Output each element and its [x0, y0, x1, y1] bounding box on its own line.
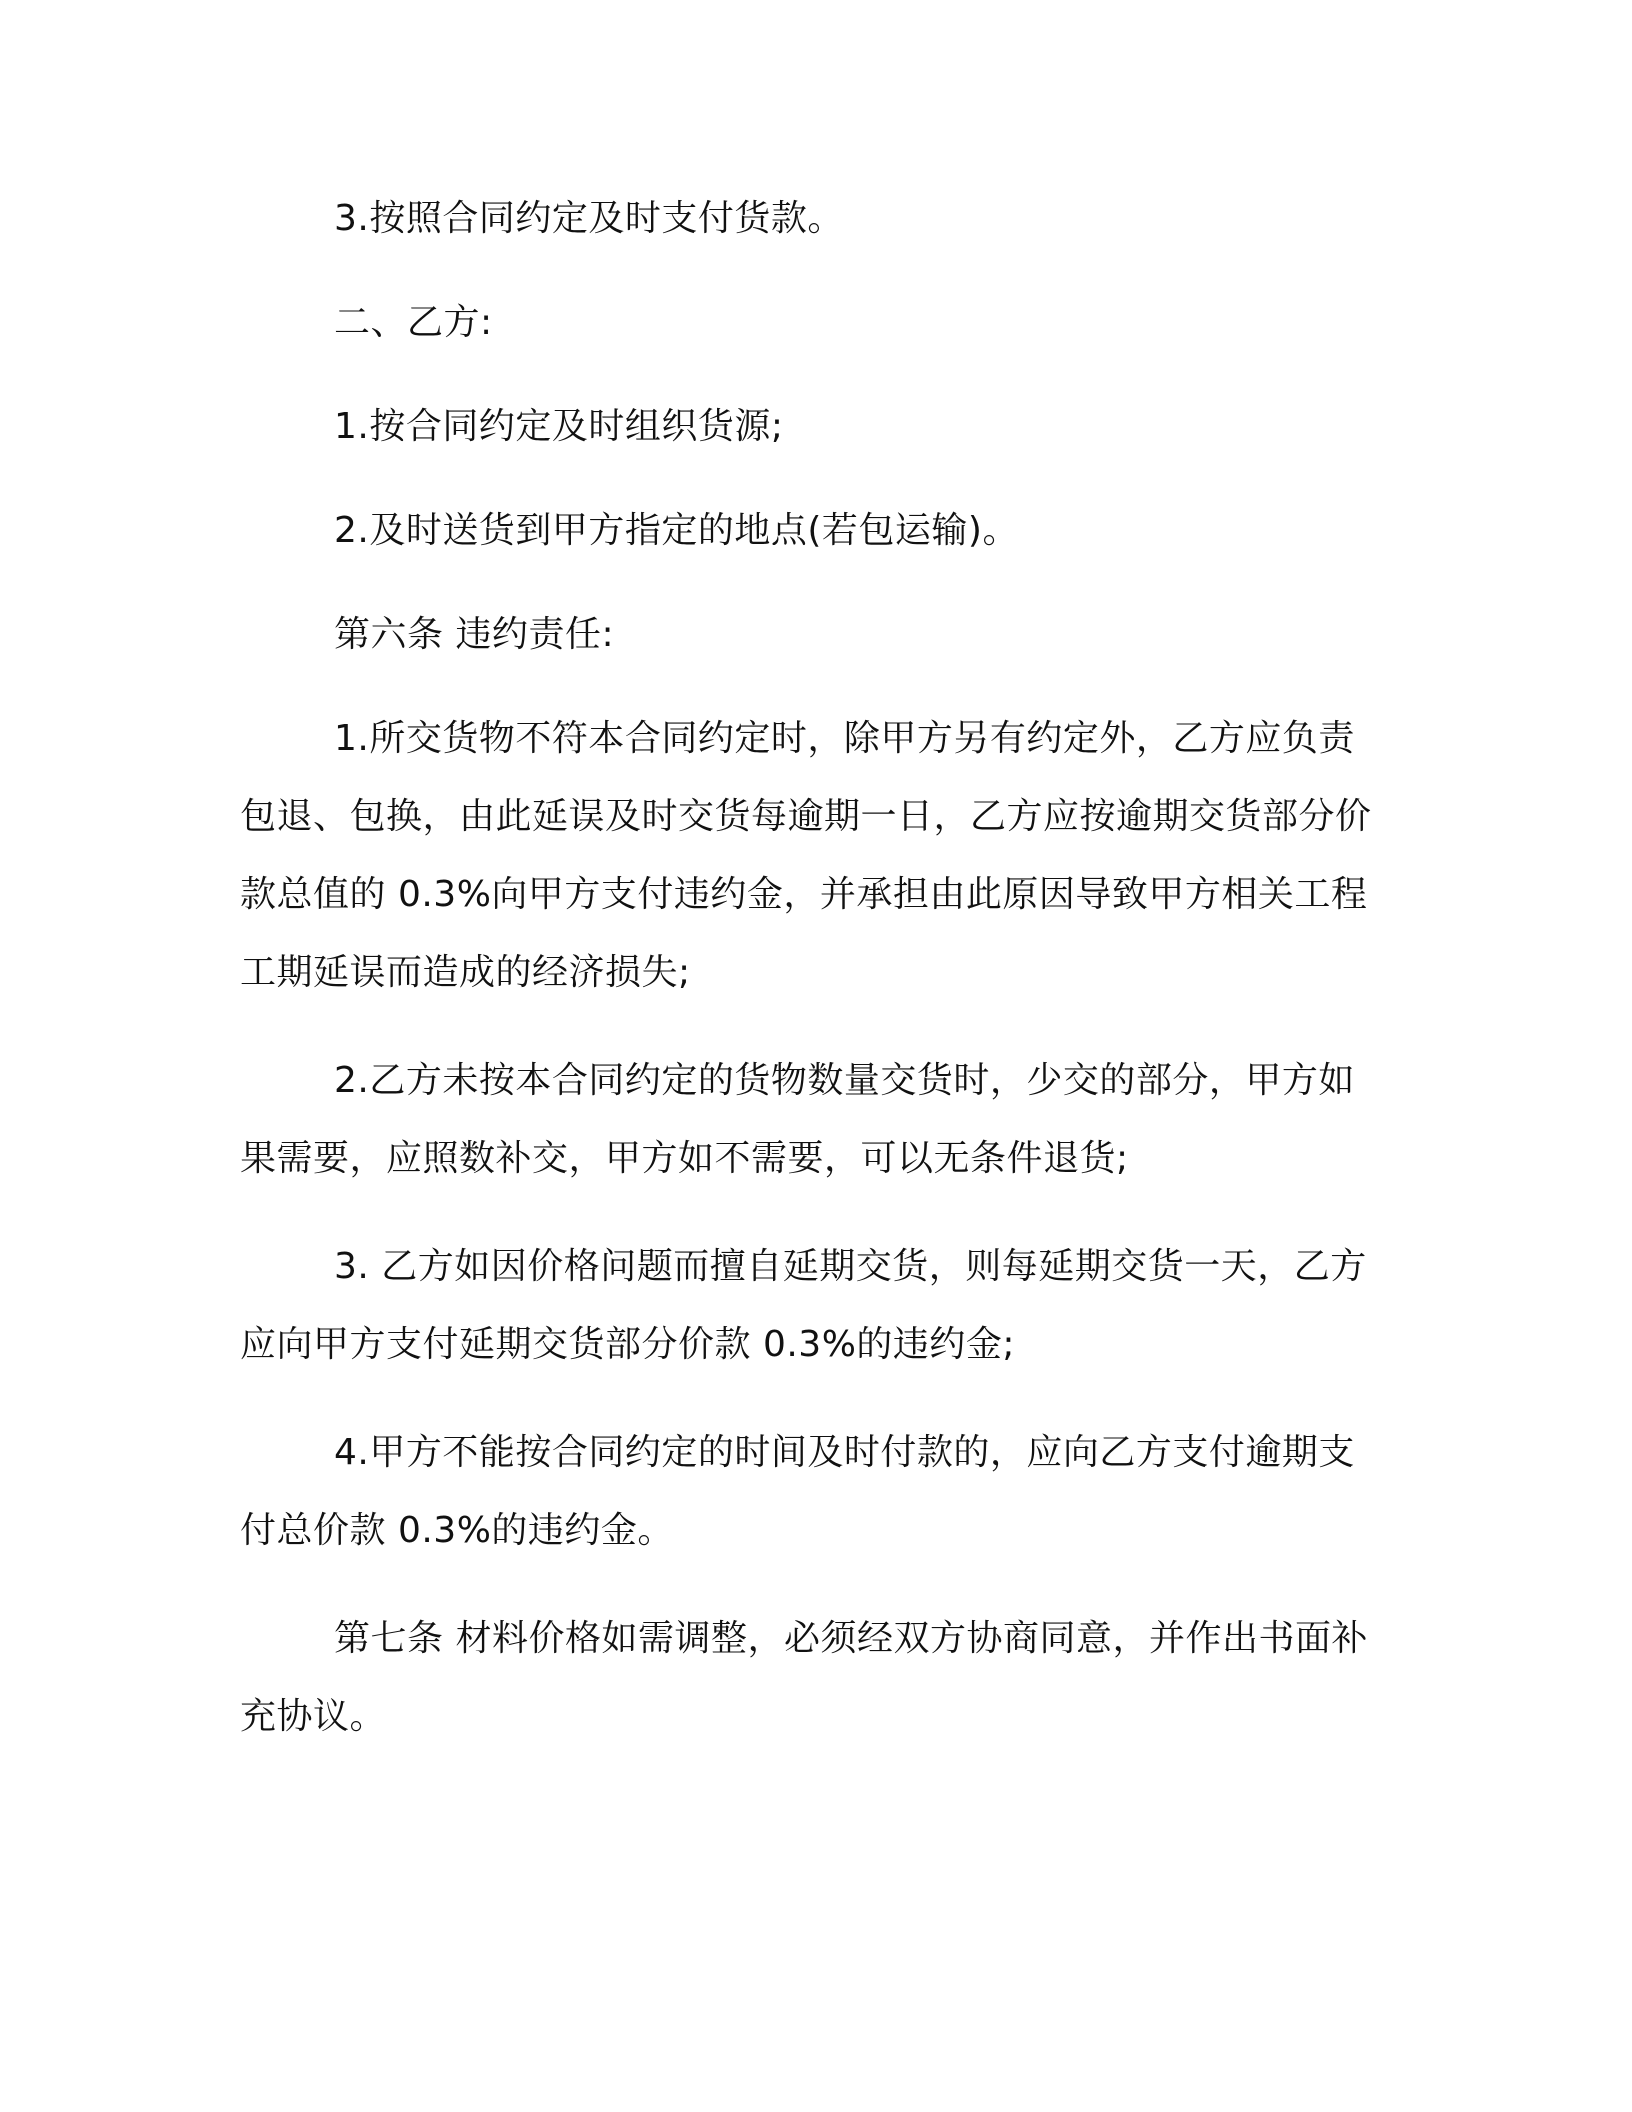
document-body [240, 180, 1390, 1756]
section-heading-party-b: 二、乙方: [334, 302, 493, 343]
paragraph-breach-1: 1.所交货物不符本合同约定时，除甲方另有约定外，乙方应负责包退、包换，由此延误及时交货每逾期一日，乙方应按逾期交货部分价款总值的 0.3%向甲方支付违约金，并承担由此原因导致甲方相关工程工期延误而造成的经济损失; [240, 718, 1372, 993]
paragraph-article-seven: 第七条 材料价格如需调整，必须经双方协商同意，并作出书面补充协议。 [240, 1618, 1368, 1737]
article-heading-breach: 第六条 违约责任: [334, 614, 615, 655]
paragraph-delivery: 2.及时送货到甲方指定的地点(若包运输)。 [334, 510, 1019, 551]
paragraph-payment: 3.按照合同约定及时支付货款。 [334, 198, 844, 239]
paragraph-supply-goods: 1.按合同约定及时组织货源; [334, 406, 784, 447]
paragraph-breach-3: 3. 乙方如因价格问题而擅自延期交货，则每延期交货一天，乙方应向甲方支付延期交货部分价款 0.3%的违约金; [240, 1246, 1367, 1365]
paragraph-breach-2: 2.乙方未按本合同约定的货物数量交货时，少交的部分，甲方如果需要，应照数补交，甲方如不需要，可以无条件退货; [240, 1060, 1355, 1179]
paragraph-breach-4: 4.甲方不能按合同约定的时间及时付款的，应向乙方支付逾期支付总价款 0.3%的违约金。 [240, 1432, 1355, 1551]
